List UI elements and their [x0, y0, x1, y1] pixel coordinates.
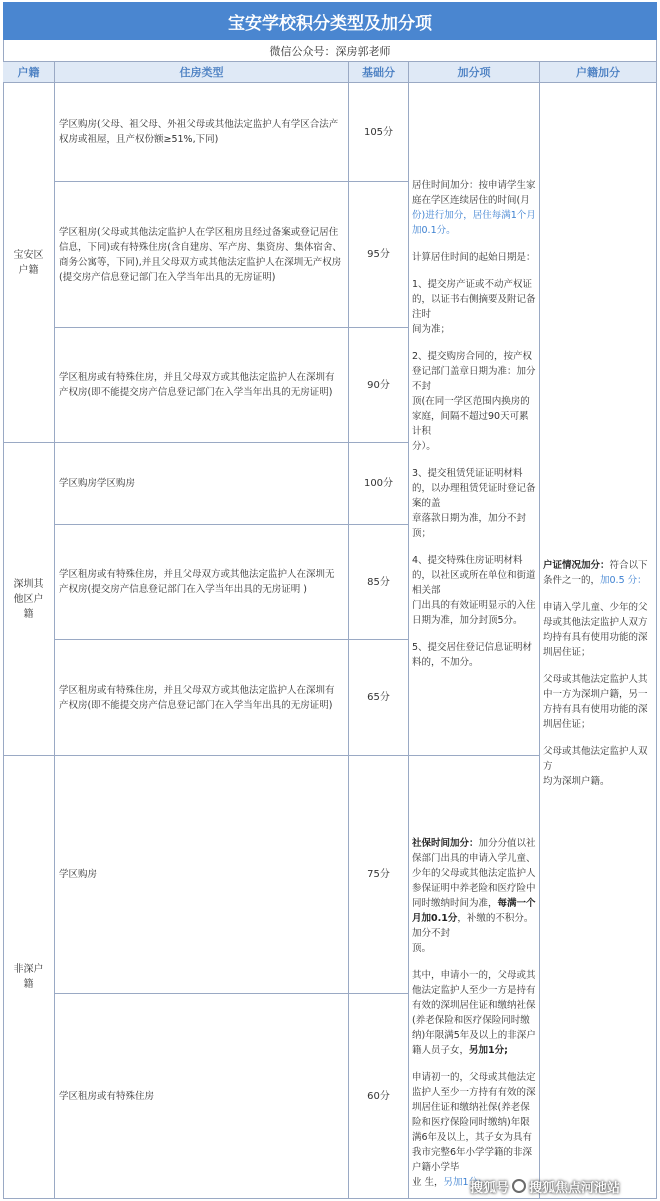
residence-item-1: 1、提交房产证或不动产权证的，以证书右侧摘要及附记备注时 间为准； — [412, 279, 536, 335]
residence-item-3: 3、提交租赁凭证证明材料的，以办理租赁凭证时登记备案的盖 章落款日期为准，加分不封顶； — [412, 468, 536, 539]
social-para-2: 其中，申请小一的，父母或其他法定监护人至少一方是持有有效的深圳居住证和缴纳社保(养老保险和医疗保险同时缴纳)年限满5年及以上的非深户籍人员子女，另加1分; — [412, 970, 536, 1056]
house-type-text: 学区租房或有特殊住房，并且父母双方或其他法定监护人在深圳无产权房(提交房产信息登记部门在入学当年出具的无房证明 ) — [59, 569, 335, 595]
table-row — [55, 443, 349, 525]
watermark — [470, 1174, 655, 1198]
watermark-left: 搜狐号 — [470, 1180, 510, 1196]
social-para-3: 申请初一的，父母或其他法定监护人至少一方持有有效的深圳居住证和缴纳社保(养老保险和医疗保险同时缴纳)年限满6年及以上，其子女为具有我市完整6年小学学籍的非深户籍小学毕 业 生，另加1分; — [412, 1072, 536, 1188]
residence-item-4: 4、提交特殊住房证明材料的，以社区或所在单位和街道相关部 门出具的有效证明显示的入住日期为准，加分封顶5分。 — [412, 555, 536, 626]
base-score: 95分 — [349, 182, 409, 328]
house-type-text: 学区租房或有特殊住房，并且父母双方或其他法定监护人在深圳有产权房(即不能提交房产信息登记部门在入学当年出具的无房证明) — [59, 684, 335, 711]
huji-bonus-cond-1: 申请入学儿童、少年的父母或其他法定监护人双方均持有具有使用功能的深圳居住证； — [543, 602, 648, 658]
table-row — [55, 182, 349, 328]
base-score: 105分 — [349, 83, 409, 182]
header-bonus: 加分项 — [409, 62, 540, 83]
huji-bonus-intro: 户证情况加分：符合以下条件之一的，加0.5 分： — [543, 560, 648, 586]
huji-bonus-cond-2: 父母或其他法定监护人其中一方为深圳户籍，另一方持有具有使用功能的深圳居住证； — [543, 674, 648, 730]
subtitle: 微信公众号：深房郭老师 — [3, 40, 657, 62]
category-shenzhen-other: 深圳其他区户籍 — [3, 443, 55, 756]
base-score: 65分 — [349, 640, 409, 756]
house-type-text: 学区购房学区购房 — [59, 478, 136, 489]
huji-bonus-cond-3: 父母或其他法定监护人双方 均为深圳户籍。 — [543, 746, 648, 787]
header-huji-bonus: 户籍加分 — [540, 62, 657, 83]
huji-bonus-cell — [540, 83, 657, 1199]
base-score: 60分 — [349, 994, 409, 1199]
base-score: 75分 — [349, 756, 409, 994]
category-baoan: 宝安区户籍 — [3, 83, 55, 443]
table-row — [55, 328, 349, 443]
social-para-1: 社保时间加分：加分分值以社保部门出具的申请入学儿童、少年的父母或其他法定监护人参保证明中养老险和医疗险中同时缴纳时间为准，每满一个月加0.1分，补缴的不积分。加分不封 顶。 — [412, 838, 536, 954]
bonus-residence-cell — [409, 83, 540, 756]
base-score: 100分 — [349, 443, 409, 525]
bonus-social-cell — [409, 756, 540, 1199]
table-row — [55, 994, 349, 1199]
house-type-text: 学区购房 — [59, 869, 98, 880]
table-row — [55, 83, 349, 182]
table-row — [55, 525, 349, 640]
page-title: 宝安学校积分类型及加分项 — [3, 2, 657, 40]
house-type-text: 学区租房或有特殊住房，并且父母双方或其他法定监护人在深圳有产权房(即不能提交房产信息登记部门在入学当年出具的无房证明) — [59, 372, 335, 398]
residence-item-5: 5、提交居住登记信息证明材料的，不加分。 — [412, 642, 533, 668]
header-huji: 户籍 — [3, 62, 55, 83]
residence-start-date: 计算居住时间的起始日期是： — [412, 252, 536, 263]
house-type-text: 学区购房(父母、祖父母、外祖父母或其他法定监护人有学区合法产权房或祖屋，且产权份额≥51%,下同) — [59, 119, 339, 145]
table-row — [55, 640, 349, 756]
residence-item-2: 2、提交购房合同的，按产权登记部门盖章日期为准：加分不封 顶(在同一学区范围内换房的家庭，间隔不超过90天可累计积 分）。 — [412, 351, 536, 452]
sohu-at-icon — [512, 1179, 526, 1193]
house-type-text: 学区租房或有特殊住房 — [59, 1090, 155, 1102]
header-house-type: 住房类型 — [55, 62, 349, 83]
watermark-right: 搜狐焦点河池站 — [529, 1180, 621, 1196]
residence-intro: 居住时间加分：按申请学生家庭在学区连续居住的时间(月份)进行加分，居住每满1个月加0.1分。 — [412, 180, 536, 236]
base-score: 85分 — [349, 525, 409, 640]
house-type-text: 学区租房(父母或其他法定监护人在学区租房且经过备案或登记居住信息，下同)或有特殊住房(含自建房、军产房、集资房、集体宿舍、商务公寓等，下同),并且父母双方或其他法定监护人在深圳无产权房(提交房产信息登记部门在入学当年出具的无房证明) — [59, 226, 342, 283]
header-base-score: 基础分 — [349, 62, 409, 83]
base-score: 90分 — [349, 328, 409, 443]
category-non-shenzhen: 非深户籍 — [3, 756, 55, 1199]
table-row — [55, 756, 349, 994]
